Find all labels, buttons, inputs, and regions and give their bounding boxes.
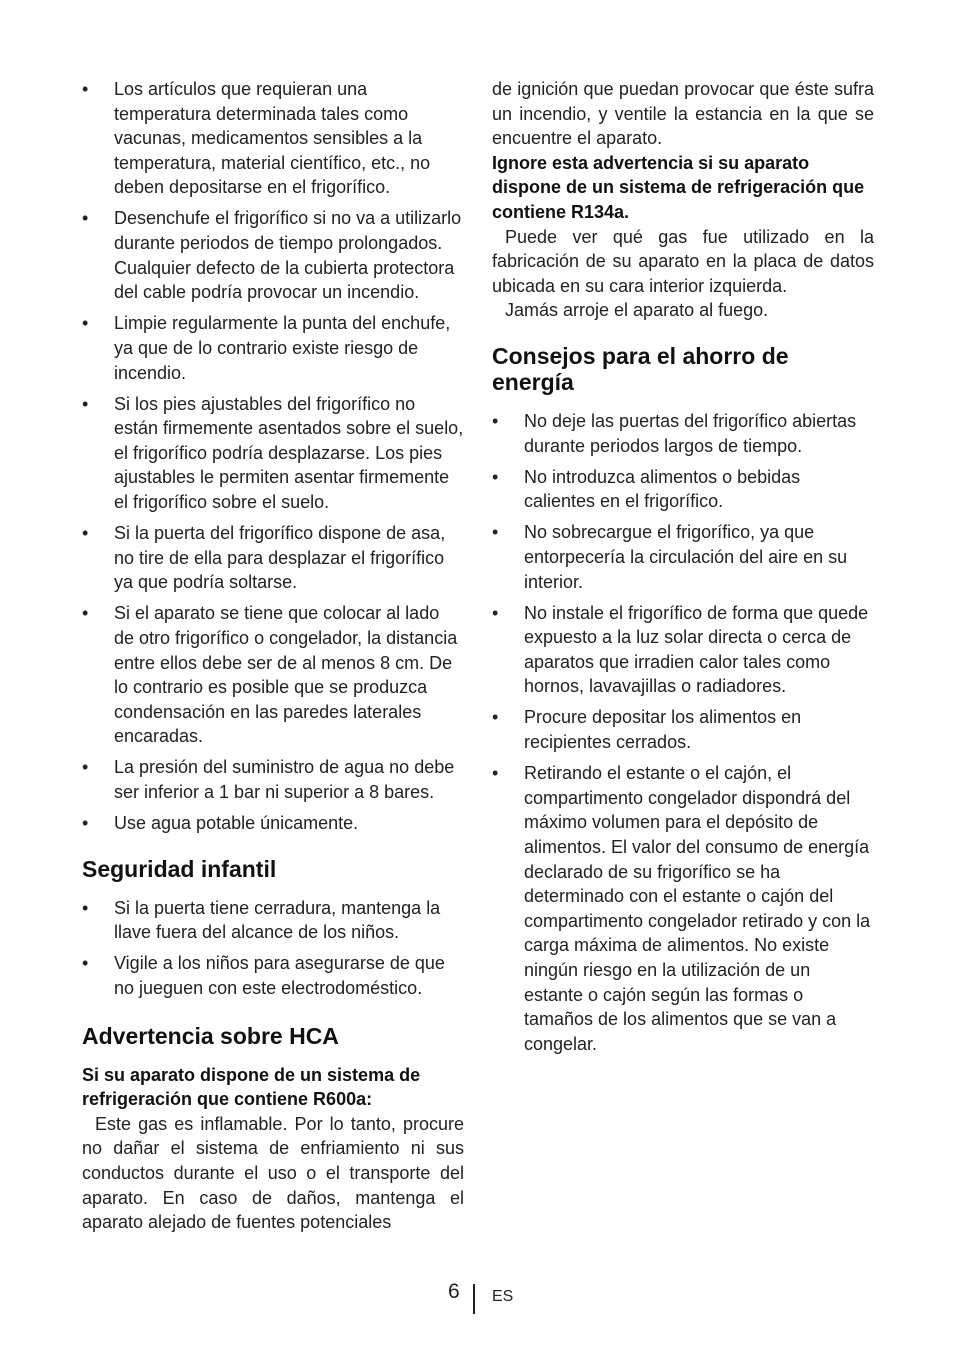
right-column [492,77,874,1063]
list-item: • Si el aparato se tiene que colocar al lado de otro frigorífico o congelador, la distancia entre ellos debe ser de al menos 8 cm. De lo contrario es posible que se produzca condensación en las paredes laterales encaradas. [82,601,464,749]
heading-child-safety: Seguridad infantil [82,855,277,882]
list-item: • Si la puerta tiene cerradura, mantenga la llave fuera del alcance de los niños. [82,896,464,945]
page-number: 6 [448,1280,460,1303]
gas-paragraph: Puede ver qué gas fue utilizado en la fabricación de su aparato en la placa de datos ubicada en su cara interior izquierda. [492,226,874,296]
list-item: • No instale el frigorífico de forma que quede expuesto a la luz solar directa o cerca de aparatos que irradien calor tales como hornos, lavavajillas o radiadores. [492,601,874,699]
list-item: • Vigile a los niños para asegurarse de que no jueguen con este electrodoméstico. [82,951,464,1000]
list-item: • No sobrecargue el frigorífico, ya que entorpecería la circulación del aire en su interior. [492,520,874,594]
list-item: • Si los pies ajustables del frigorífico no están firmemente asentados sobre el suelo, el frigorífico podría desplazarse. Los pies ajustables le permiten asentar firmemente el frigorífico sobre el suelo. [82,392,464,515]
child-safety-list [82,896,464,1001]
list-item: • Procure depositar los alimentos en recipientes cerrados. [492,705,874,754]
list-item: • Si la puerta del frigorífico dispone de asa, no tire de ella para desplazar el frigorífico ya que podría soltarse. [82,521,464,595]
language-code: ES [492,1288,514,1305]
heading-energy-saving: Consejos para el ahorro de energía [492,342,789,395]
list-item: • Use agua potable únicamente. [82,811,464,836]
list-item: • Retirando el estante o el cajón, el compartimento congelador dispondrá del máximo volumen para el depósito de alimentos. El valor del consumo de energía declarado de su frigorífico se ha determinado con el estante o cajón del compartimento congelador retirado y con la carga máxima de alimentos. No existe ningún riesgo en la utilización de un estante o cajón según las formas o tamaños de los alimentos que se van a congelar. [492,761,874,1056]
continued-paragraph: de ignición que puedan provocar que éste sufra un incendio, y ventile la estancia en la que se encuentre el aparato. [492,79,874,149]
list-item: • La presión del suministro de agua no debe ser inferior a 1 bar ni superior a 8 bares. [82,755,464,804]
fire-paragraph: Jamás arroje el aparato al fuego. [505,300,769,321]
heading-hca-warning: Advertencia sobre HCA [82,1022,339,1049]
list-item: • Desenchufe el frigorífico si no va a utilizarlo durante periodos de tiempo prolongados. Cualquier defecto de la cubierta protectora del cable podría provocar un incendio. [82,206,464,304]
list-item: • Limpie regularmente la punta del enchufe, ya que de lo contrario existe riesgo de incendio. [82,311,464,385]
hca-bold-note: Si su aparato dispone de un sistema de refrigeración que contiene R600a: [82,1064,421,1110]
energy-list [492,409,874,1056]
hca-paragraph: Este gas es inflamable. Por lo tanto, procure no dañar el sistema de enfriamiento ni sus conductos durante el uso o el transporte del aparato. En caso de daños, mantenga el aparato alejado de fuentes potenciales [82,1113,464,1233]
safety-list [82,77,464,836]
list-item: • Los artículos que requieran una temperatura determinada tales como vacunas, medicamentos sensibles a la temperatura, material científico, etc., no deben depositarse en el frigorífico. [82,77,464,200]
footer-divider [473,1284,475,1314]
r134a-note: Ignore esta advertencia si su aparato dispone de un sistema de refrigeración que contiene R134a. [492,152,865,222]
list-item: • No introduzca alimentos o bebidas calientes en el frigorífico. [492,465,874,514]
list-item: • No deje las puertas del frigorífico abiertas durante periodos largos de tiempo. [492,409,874,458]
left-column [82,77,464,1235]
